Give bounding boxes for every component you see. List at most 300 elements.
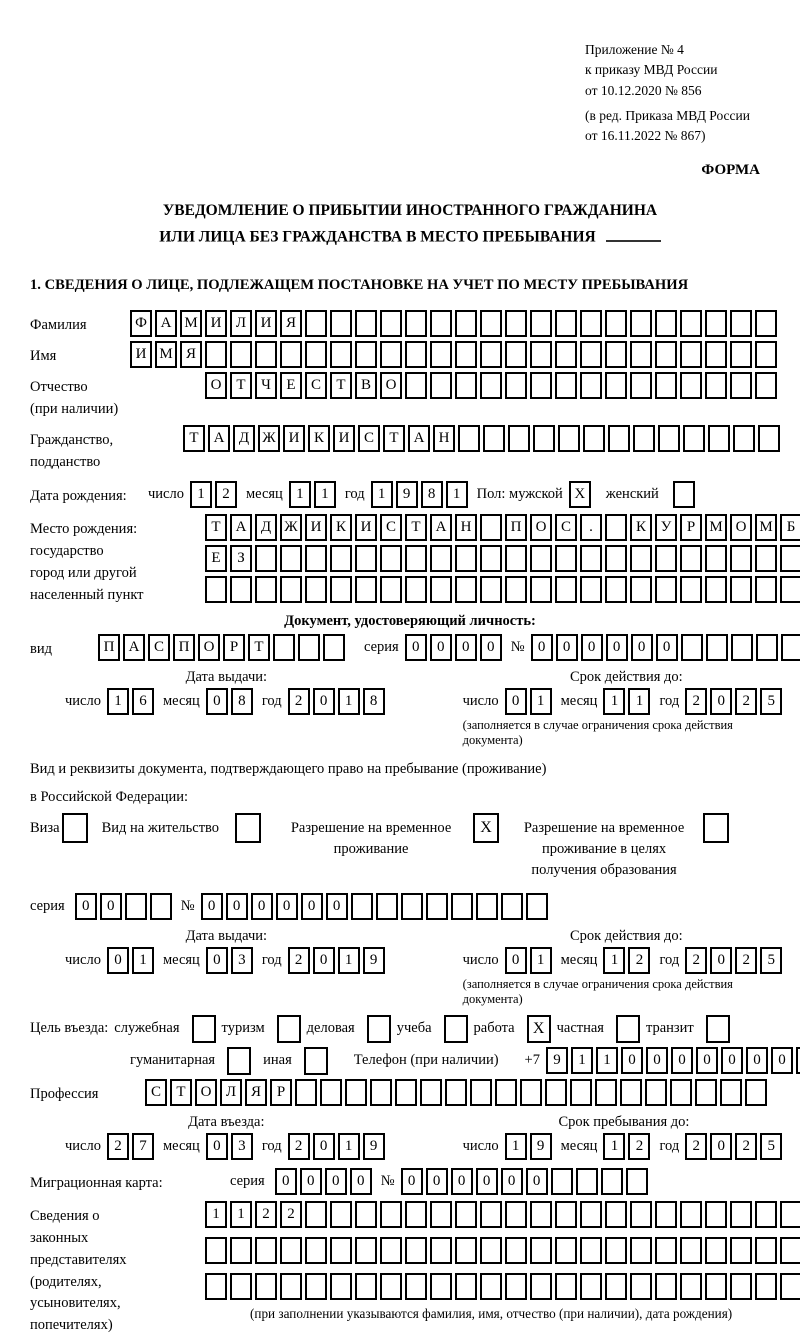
char-cell[interactable] — [530, 372, 552, 399]
char-cell[interactable] — [380, 576, 402, 603]
char-cell[interactable]: Ж — [258, 425, 280, 452]
char-cell[interactable]: 0 — [556, 634, 578, 661]
char-cell[interactable]: 7 — [132, 1133, 154, 1160]
char-cell[interactable] — [230, 1237, 252, 1264]
char-cell[interactable] — [505, 1201, 527, 1228]
char-cell[interactable]: С — [358, 425, 380, 452]
char-cell[interactable]: О — [530, 514, 552, 541]
char-cell[interactable] — [255, 1237, 277, 1264]
char-cell[interactable] — [705, 1201, 727, 1228]
char-cell[interactable] — [355, 1237, 377, 1264]
char-cell[interactable] — [605, 310, 627, 337]
char-cell[interactable]: М — [155, 341, 177, 368]
char-cell[interactable] — [655, 545, 677, 572]
char-cell[interactable]: Ж — [280, 514, 302, 541]
char-cell[interactable]: Т — [205, 514, 227, 541]
char-cell[interactable] — [230, 341, 252, 368]
char-cell[interactable] — [630, 1273, 652, 1300]
char-cell[interactable]: 8 — [231, 688, 253, 715]
char-cell[interactable]: 0 — [771, 1047, 793, 1074]
char-cell[interactable]: А — [408, 425, 430, 452]
char-cell[interactable] — [780, 1237, 800, 1264]
char-cell[interactable]: 1 — [603, 1133, 625, 1160]
visa-checkbox[interactable] — [62, 813, 88, 843]
char-cell[interactable] — [555, 310, 577, 337]
residence-valid-month-cells[interactable] — [603, 947, 653, 974]
char-cell[interactable] — [755, 372, 777, 399]
char-cell[interactable] — [505, 1273, 527, 1300]
char-cell[interactable] — [730, 1201, 752, 1228]
char-cell[interactable]: 0 — [501, 1168, 523, 1195]
char-cell[interactable] — [730, 372, 752, 399]
char-cell[interactable]: О — [205, 372, 227, 399]
surname-cells[interactable] — [130, 310, 780, 337]
char-cell[interactable] — [605, 545, 627, 572]
char-cell[interactable]: 0 — [671, 1047, 693, 1074]
char-cell[interactable] — [455, 1237, 477, 1264]
char-cell[interactable] — [756, 634, 778, 661]
char-cell[interactable] — [351, 893, 373, 920]
char-cell[interactable] — [580, 576, 602, 603]
char-cell[interactable] — [376, 893, 398, 920]
char-cell[interactable] — [555, 1273, 577, 1300]
char-cell[interactable]: 0 — [746, 1047, 768, 1074]
char-cell[interactable]: 1 — [338, 1133, 360, 1160]
char-cell[interactable] — [780, 576, 800, 603]
char-cell[interactable] — [455, 341, 477, 368]
char-cell[interactable] — [630, 545, 652, 572]
char-cell[interactable] — [530, 1201, 552, 1228]
char-cell[interactable]: 0 — [631, 634, 653, 661]
char-cell[interactable] — [630, 310, 652, 337]
char-cell[interactable] — [505, 1237, 527, 1264]
char-cell[interactable] — [580, 372, 602, 399]
char-cell[interactable] — [605, 372, 627, 399]
birthdate-day-cells[interactable] — [190, 481, 240, 508]
char-cell[interactable] — [455, 545, 477, 572]
char-cell[interactable]: 0 — [505, 947, 527, 974]
char-cell[interactable]: 0 — [326, 893, 348, 920]
char-cell[interactable] — [255, 341, 277, 368]
char-cell[interactable]: Е — [205, 545, 227, 572]
residence-valid-day-cells[interactable] — [505, 947, 555, 974]
residence-series-cells[interactable] — [75, 893, 175, 920]
char-cell[interactable] — [405, 341, 427, 368]
residence-issue-year-cells[interactable] — [288, 947, 388, 974]
char-cell[interactable] — [298, 634, 320, 661]
char-cell[interactable] — [505, 372, 527, 399]
char-cell[interactable]: О — [195, 1079, 217, 1106]
residence-valid-year-cells[interactable] — [685, 947, 785, 974]
char-cell[interactable] — [781, 634, 800, 661]
char-cell[interactable]: 2 — [255, 1201, 277, 1228]
char-cell[interactable] — [583, 425, 605, 452]
char-cell[interactable] — [380, 1201, 402, 1228]
char-cell[interactable]: И — [305, 514, 327, 541]
char-cell[interactable]: 0 — [710, 947, 732, 974]
char-cell[interactable] — [705, 576, 727, 603]
char-cell[interactable]: 0 — [401, 1168, 423, 1195]
entry-year-cells[interactable] — [288, 1133, 388, 1160]
char-cell[interactable]: С — [145, 1079, 167, 1106]
char-cell[interactable]: 2 — [628, 947, 650, 974]
char-cell[interactable]: 1 — [338, 947, 360, 974]
char-cell[interactable]: . — [580, 514, 602, 541]
profession-cells[interactable] — [145, 1079, 770, 1106]
char-cell[interactable] — [445, 1079, 467, 1106]
char-cell[interactable] — [705, 310, 727, 337]
purpose-business-checkbox[interactable] — [367, 1015, 391, 1043]
char-cell[interactable] — [605, 1237, 627, 1264]
char-cell[interactable] — [520, 1079, 542, 1106]
char-cell[interactable] — [345, 1079, 367, 1106]
char-cell[interactable] — [426, 893, 448, 920]
char-cell[interactable]: 2 — [685, 1133, 707, 1160]
char-cell[interactable]: 1 — [190, 481, 212, 508]
char-cell[interactable] — [305, 1201, 327, 1228]
char-cell[interactable] — [680, 310, 702, 337]
char-cell[interactable]: Д — [233, 425, 255, 452]
char-cell[interactable] — [405, 1237, 427, 1264]
char-cell[interactable] — [505, 576, 527, 603]
purpose-official-checkbox[interactable] — [192, 1015, 216, 1043]
char-cell[interactable]: М — [705, 514, 727, 541]
char-cell[interactable]: 8 — [363, 688, 385, 715]
char-cell[interactable] — [455, 372, 477, 399]
char-cell[interactable] — [655, 1201, 677, 1228]
char-cell[interactable]: 5 — [760, 1133, 782, 1160]
char-cell[interactable] — [470, 1079, 492, 1106]
char-cell[interactable] — [533, 425, 555, 452]
doc-issue-month-cells[interactable] — [206, 688, 256, 715]
char-cell[interactable] — [780, 1201, 800, 1228]
purpose-tourism-checkbox[interactable] — [277, 1015, 301, 1043]
char-cell[interactable] — [505, 545, 527, 572]
char-cell[interactable]: Б — [780, 514, 800, 541]
char-cell[interactable]: 2 — [628, 1133, 650, 1160]
stay-day-cells[interactable] — [505, 1133, 555, 1160]
char-cell[interactable]: 0 — [107, 947, 129, 974]
char-cell[interactable] — [608, 425, 630, 452]
char-cell[interactable]: И — [255, 310, 277, 337]
patronymic-cells[interactable] — [205, 372, 780, 399]
char-cell[interactable]: М — [180, 310, 202, 337]
char-cell[interactable] — [480, 576, 502, 603]
purpose-private-checkbox[interactable] — [616, 1015, 640, 1043]
char-cell[interactable] — [430, 1273, 452, 1300]
doc-valid-month-cells[interactable] — [603, 688, 653, 715]
char-cell[interactable] — [405, 1273, 427, 1300]
char-cell[interactable] — [355, 545, 377, 572]
char-cell[interactable]: 0 — [476, 1168, 498, 1195]
char-cell[interactable]: 2 — [685, 947, 707, 974]
char-cell[interactable] — [501, 893, 523, 920]
char-cell[interactable] — [280, 1273, 302, 1300]
char-cell[interactable]: 1 — [530, 688, 552, 715]
char-cell[interactable] — [755, 1273, 777, 1300]
char-cell[interactable]: Ф — [130, 310, 152, 337]
char-cell[interactable]: 1 — [371, 481, 393, 508]
char-cell[interactable]: 2 — [280, 1201, 302, 1228]
char-cell[interactable] — [530, 310, 552, 337]
char-cell[interactable]: А — [230, 514, 252, 541]
doc-series-cells[interactable] — [405, 634, 505, 661]
char-cell[interactable]: О — [380, 372, 402, 399]
char-cell[interactable]: 1 — [107, 688, 129, 715]
char-cell[interactable] — [551, 1168, 573, 1195]
char-cell[interactable] — [580, 1273, 602, 1300]
char-cell[interactable] — [205, 1273, 227, 1300]
char-cell[interactable]: 9 — [363, 947, 385, 974]
char-cell[interactable] — [705, 341, 727, 368]
char-cell[interactable] — [230, 576, 252, 603]
char-cell[interactable] — [555, 1237, 577, 1264]
doc-issue-year-cells[interactable] — [288, 688, 388, 715]
char-cell[interactable]: 1 — [603, 688, 625, 715]
char-cell[interactable] — [405, 545, 427, 572]
char-cell[interactable] — [370, 1079, 392, 1106]
char-cell[interactable]: 1 — [628, 688, 650, 715]
char-cell[interactable] — [395, 1079, 417, 1106]
char-cell[interactable]: О — [198, 634, 220, 661]
char-cell[interactable]: Р — [680, 514, 702, 541]
char-cell[interactable] — [480, 1237, 502, 1264]
char-cell[interactable] — [755, 1237, 777, 1264]
sex-female-checkbox[interactable] — [673, 481, 695, 508]
char-cell[interactable]: 0 — [350, 1168, 372, 1195]
char-cell[interactable]: 0 — [275, 1168, 297, 1195]
char-cell[interactable] — [730, 310, 752, 337]
char-cell[interactable] — [480, 341, 502, 368]
char-cell[interactable] — [295, 1079, 317, 1106]
char-cell[interactable] — [305, 545, 327, 572]
char-cell[interactable] — [745, 1079, 767, 1106]
char-cell[interactable]: 6 — [132, 688, 154, 715]
char-cell[interactable] — [430, 1237, 452, 1264]
char-cell[interactable] — [796, 1047, 800, 1074]
char-cell[interactable]: Т — [248, 634, 270, 661]
char-cell[interactable] — [451, 893, 473, 920]
char-cell[interactable] — [205, 341, 227, 368]
char-cell[interactable] — [670, 1079, 692, 1106]
char-cell[interactable]: 1 — [446, 481, 468, 508]
char-cell[interactable] — [695, 1079, 717, 1106]
char-cell[interactable]: 1 — [603, 947, 625, 974]
representatives-cells-row2[interactable] — [205, 1237, 800, 1264]
char-cell[interactable]: Л — [220, 1079, 242, 1106]
char-cell[interactable]: 0 — [696, 1047, 718, 1074]
residence-permit-checkbox[interactable] — [235, 813, 261, 843]
char-cell[interactable] — [680, 1201, 702, 1228]
char-cell[interactable]: 3 — [231, 1133, 253, 1160]
char-cell[interactable] — [430, 576, 452, 603]
char-cell[interactable] — [505, 341, 527, 368]
char-cell[interactable]: 0 — [710, 688, 732, 715]
char-cell[interactable] — [706, 634, 728, 661]
char-cell[interactable]: Е — [280, 372, 302, 399]
char-cell[interactable]: 0 — [313, 688, 335, 715]
char-cell[interactable] — [205, 1237, 227, 1264]
char-cell[interactable] — [330, 1273, 352, 1300]
char-cell[interactable]: 0 — [325, 1168, 347, 1195]
char-cell[interactable]: А — [123, 634, 145, 661]
char-cell[interactable] — [480, 1201, 502, 1228]
char-cell[interactable]: 0 — [313, 947, 335, 974]
char-cell[interactable] — [730, 341, 752, 368]
representatives-cells-row1[interactable] — [205, 1201, 800, 1228]
entry-day-cells[interactable] — [107, 1133, 157, 1160]
char-cell[interactable]: Р — [270, 1079, 292, 1106]
char-cell[interactable] — [731, 634, 753, 661]
char-cell[interactable]: 2 — [685, 688, 707, 715]
doc-kind-cells[interactable] — [98, 634, 348, 661]
char-cell[interactable] — [125, 893, 147, 920]
char-cell[interactable]: 0 — [100, 893, 122, 920]
char-cell[interactable]: 0 — [301, 893, 323, 920]
char-cell[interactable]: 2 — [288, 688, 310, 715]
char-cell[interactable]: 2 — [288, 1133, 310, 1160]
char-cell[interactable] — [495, 1079, 517, 1106]
char-cell[interactable] — [580, 1201, 602, 1228]
char-cell[interactable] — [405, 372, 427, 399]
char-cell[interactable]: Т — [230, 372, 252, 399]
char-cell[interactable] — [705, 545, 727, 572]
char-cell[interactable] — [430, 341, 452, 368]
char-cell[interactable] — [645, 1079, 667, 1106]
char-cell[interactable]: 0 — [451, 1168, 473, 1195]
char-cell[interactable] — [280, 341, 302, 368]
char-cell[interactable] — [605, 1201, 627, 1228]
char-cell[interactable] — [458, 425, 480, 452]
char-cell[interactable] — [680, 1237, 702, 1264]
birthplace-cells-row1[interactable] — [205, 514, 800, 541]
char-cell[interactable] — [255, 1273, 277, 1300]
char-cell[interactable] — [780, 1273, 800, 1300]
char-cell[interactable] — [705, 1273, 727, 1300]
char-cell[interactable]: К — [630, 514, 652, 541]
char-cell[interactable] — [681, 634, 703, 661]
char-cell[interactable]: 9 — [396, 481, 418, 508]
char-cell[interactable] — [755, 576, 777, 603]
char-cell[interactable] — [555, 372, 577, 399]
char-cell[interactable] — [305, 310, 327, 337]
char-cell[interactable]: М — [755, 514, 777, 541]
char-cell[interactable]: 0 — [75, 893, 97, 920]
char-cell[interactable] — [380, 310, 402, 337]
sex-male-checkbox[interactable]: X — [569, 481, 591, 508]
char-cell[interactable]: 0 — [426, 1168, 448, 1195]
char-cell[interactable]: И — [333, 425, 355, 452]
char-cell[interactable]: Л — [230, 310, 252, 337]
char-cell[interactable] — [430, 310, 452, 337]
residence-issue-month-cells[interactable] — [206, 947, 256, 974]
char-cell[interactable]: 1 — [289, 481, 311, 508]
purpose-humanitarian-checkbox[interactable] — [227, 1047, 251, 1075]
char-cell[interactable]: З — [230, 545, 252, 572]
char-cell[interactable]: Т — [170, 1079, 192, 1106]
char-cell[interactable] — [605, 576, 627, 603]
char-cell[interactable]: 0 — [480, 634, 502, 661]
char-cell[interactable]: 0 — [201, 893, 223, 920]
char-cell[interactable] — [455, 576, 477, 603]
char-cell[interactable]: 0 — [300, 1168, 322, 1195]
char-cell[interactable]: В — [355, 372, 377, 399]
char-cell[interactable] — [280, 576, 302, 603]
citizenship-cells[interactable] — [183, 425, 783, 452]
char-cell[interactable]: Т — [405, 514, 427, 541]
char-cell[interactable]: А — [430, 514, 452, 541]
char-cell[interactable] — [755, 545, 777, 572]
residence-number-cells[interactable] — [201, 893, 551, 920]
char-cell[interactable] — [483, 425, 505, 452]
char-cell[interactable] — [655, 341, 677, 368]
char-cell[interactable] — [480, 310, 502, 337]
char-cell[interactable]: 0 — [710, 1133, 732, 1160]
birthplace-cells-row2[interactable] — [205, 545, 800, 572]
char-cell[interactable]: О — [730, 514, 752, 541]
char-cell[interactable]: 8 — [421, 481, 443, 508]
char-cell[interactable]: 0 — [206, 1133, 228, 1160]
char-cell[interactable] — [630, 341, 652, 368]
char-cell[interactable] — [330, 341, 352, 368]
char-cell[interactable] — [705, 1237, 727, 1264]
char-cell[interactable] — [780, 545, 800, 572]
char-cell[interactable] — [730, 1237, 752, 1264]
char-cell[interactable]: К — [330, 514, 352, 541]
char-cell[interactable] — [380, 1237, 402, 1264]
char-cell[interactable] — [480, 545, 502, 572]
char-cell[interactable]: 3 — [231, 947, 253, 974]
char-cell[interactable] — [380, 1273, 402, 1300]
char-cell[interactable]: 2 — [107, 1133, 129, 1160]
char-cell[interactable] — [401, 893, 423, 920]
char-cell[interactable]: 0 — [581, 634, 603, 661]
char-cell[interactable] — [330, 576, 352, 603]
char-cell[interactable]: 1 — [338, 688, 360, 715]
char-cell[interactable] — [655, 372, 677, 399]
char-cell[interactable] — [420, 1079, 442, 1106]
char-cell[interactable]: 0 — [313, 1133, 335, 1160]
birthplace-cells-row3[interactable] — [205, 576, 800, 603]
char-cell[interactable]: 0 — [656, 634, 678, 661]
doc-valid-day-cells[interactable] — [505, 688, 555, 715]
char-cell[interactable] — [708, 425, 730, 452]
char-cell[interactable] — [570, 1079, 592, 1106]
char-cell[interactable]: 0 — [531, 634, 553, 661]
char-cell[interactable] — [355, 341, 377, 368]
char-cell[interactable] — [605, 341, 627, 368]
char-cell[interactable] — [630, 576, 652, 603]
char-cell[interactable]: 2 — [215, 481, 237, 508]
char-cell[interactable] — [455, 1273, 477, 1300]
char-cell[interactable]: Н — [455, 514, 477, 541]
char-cell[interactable]: Т — [183, 425, 205, 452]
purpose-study-checkbox[interactable] — [444, 1015, 468, 1043]
char-cell[interactable]: П — [173, 634, 195, 661]
char-cell[interactable] — [576, 1168, 598, 1195]
char-cell[interactable]: 0 — [206, 947, 228, 974]
char-cell[interactable]: 1 — [571, 1047, 593, 1074]
char-cell[interactable] — [305, 1237, 327, 1264]
char-cell[interactable] — [330, 310, 352, 337]
char-cell[interactable] — [430, 372, 452, 399]
char-cell[interactable] — [530, 1273, 552, 1300]
char-cell[interactable]: 1 — [596, 1047, 618, 1074]
firstname-cells[interactable] — [130, 341, 780, 368]
char-cell[interactable] — [455, 1201, 477, 1228]
entry-month-cells[interactable] — [206, 1133, 256, 1160]
char-cell[interactable]: С — [148, 634, 170, 661]
